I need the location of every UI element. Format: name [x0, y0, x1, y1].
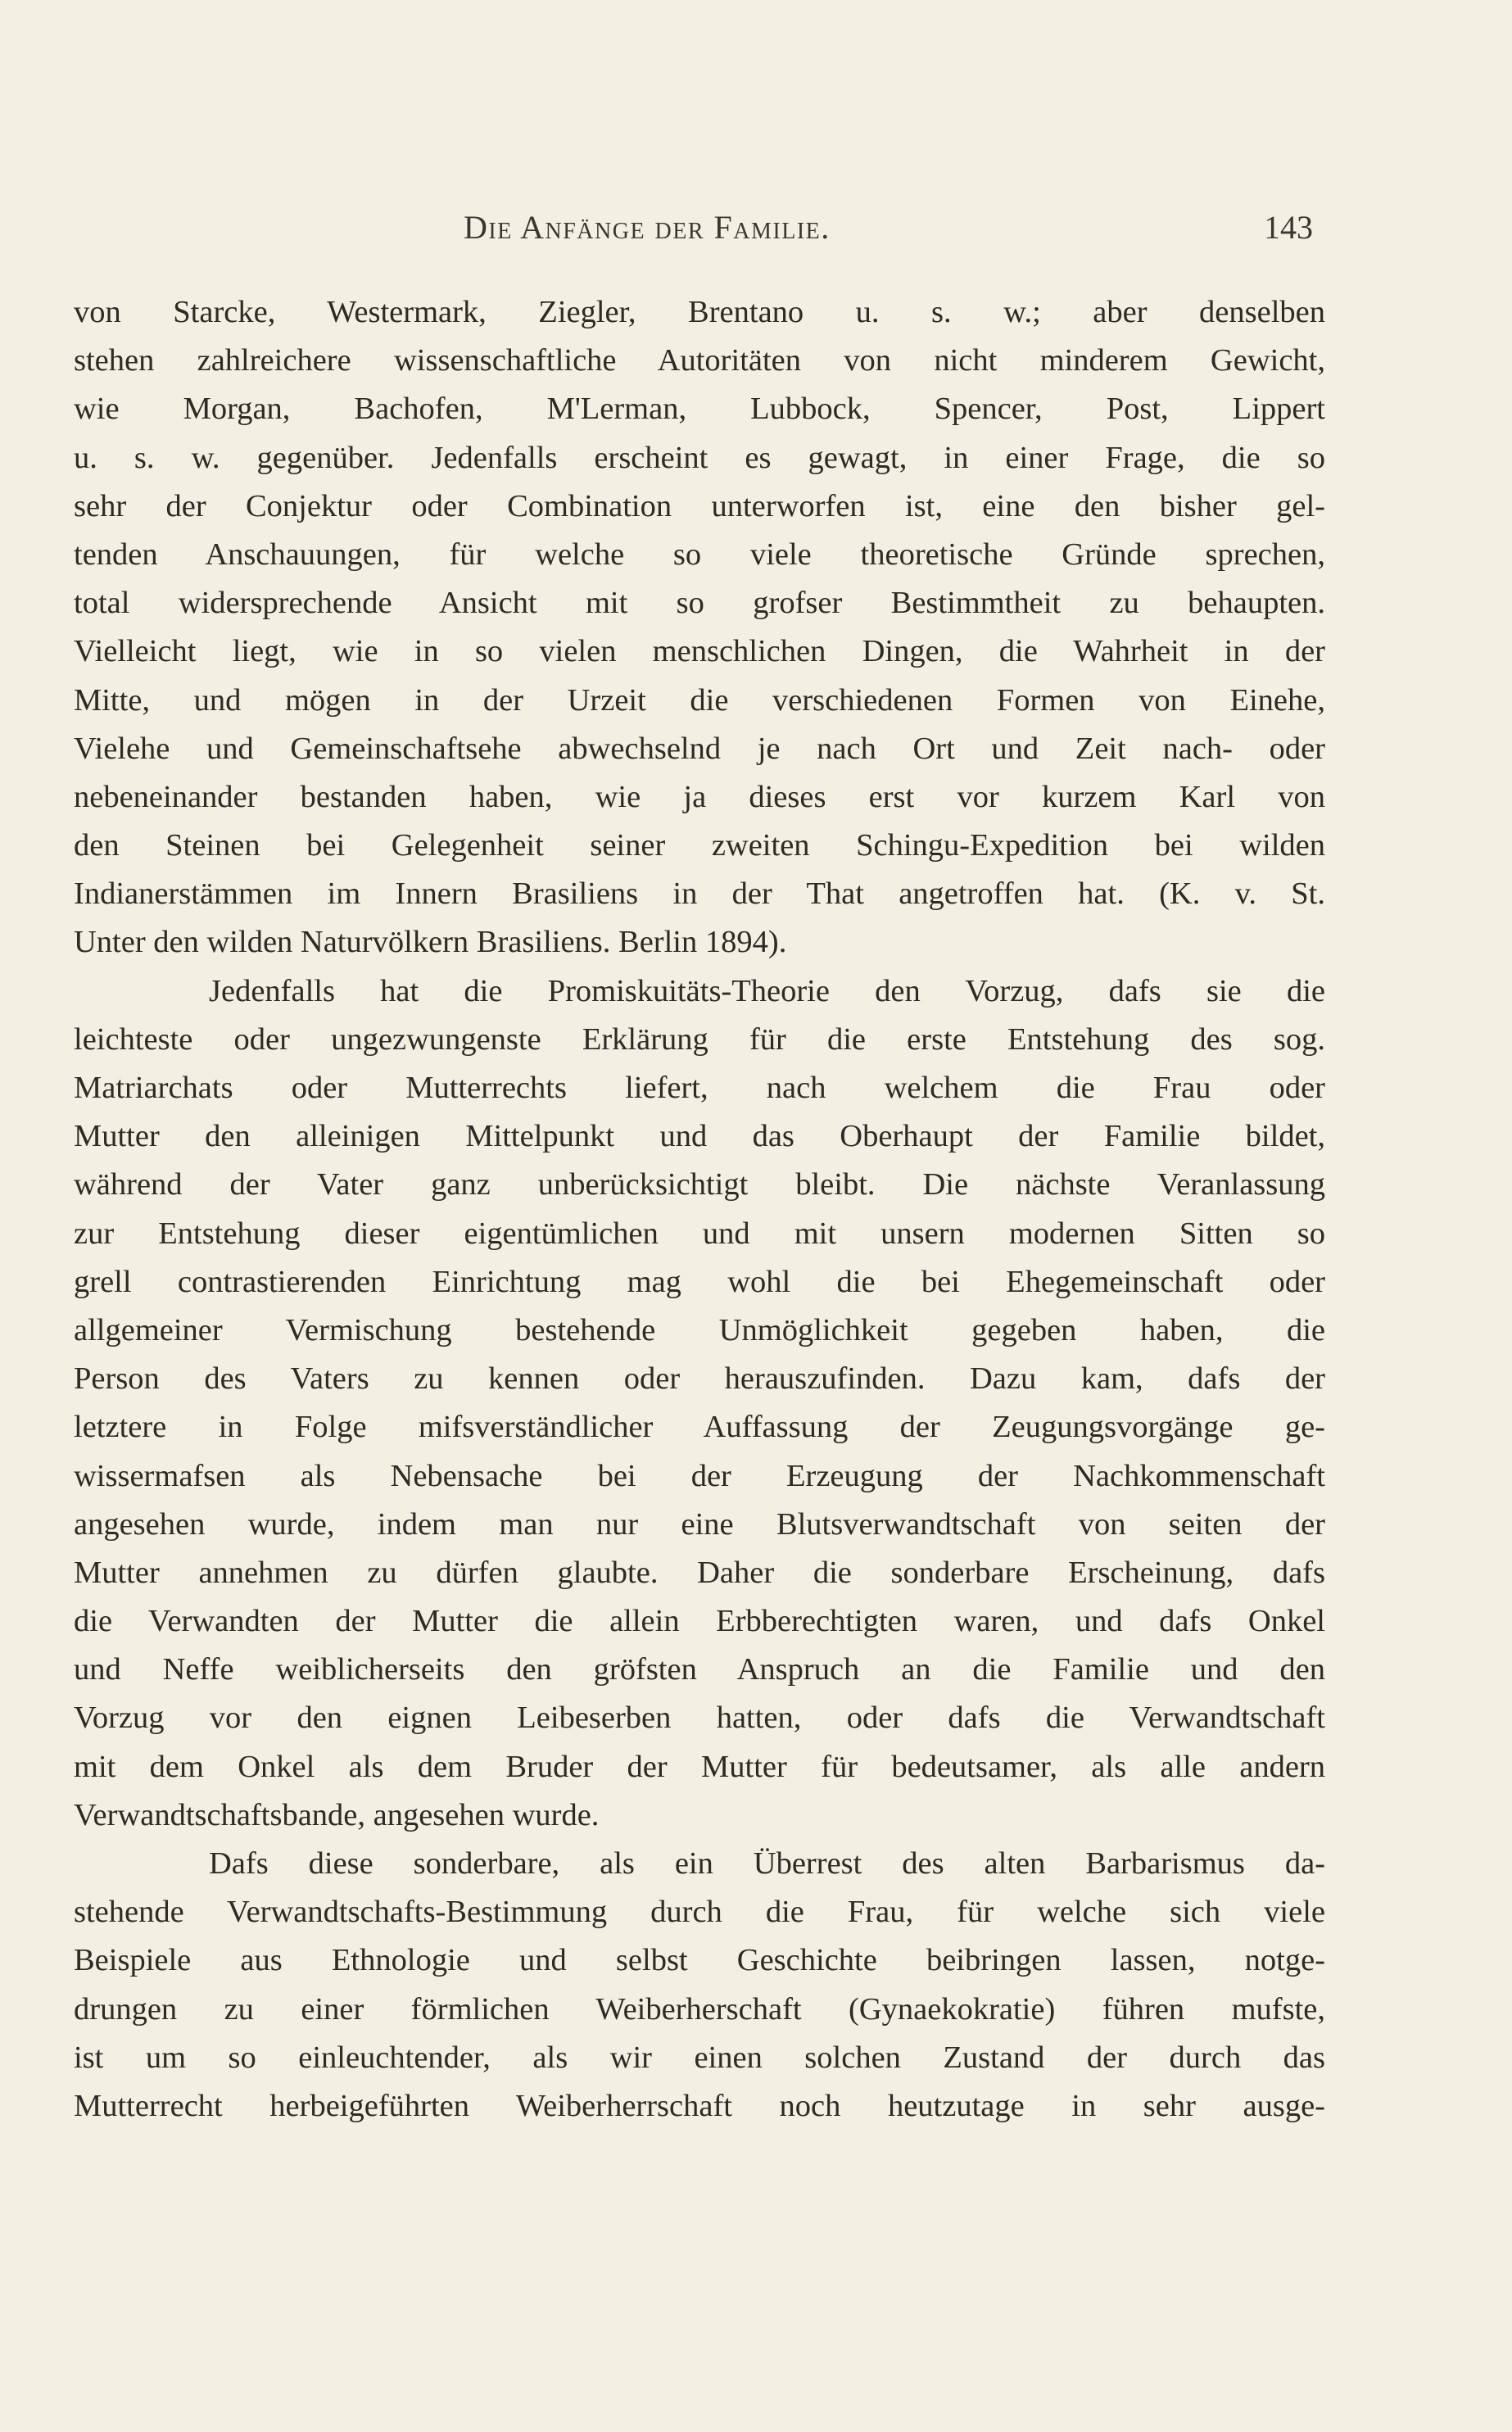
text-line: u. s. w. gegenüber. Jedenfalls erscheint es gewagt, in einer Frage, die so	[74, 440, 1325, 475]
text-line: während der Vater ganz unberücksichtigt bleibt. Die nächste Veranlassung	[74, 1167, 1325, 1202]
text-line: leichteste oder ungezwungenste Erklärung für die erste Entstehung des sog.	[74, 1021, 1325, 1057]
text-line: Indianerstämmen im Innern Brasiliens in der That angetroffen hat. (K. v. St.	[74, 876, 1325, 912]
text-line: wie Morgan, Bachofen, M'Lerman, Lubbock, Spencer, Post, Lippert	[74, 392, 1325, 427]
text-line: sehr der Conjektur oder Combination unterworfen ist, eine den bisher gel-	[74, 488, 1325, 523]
text-line: ist um so einleuchtender, als wir einen solchen Zustand der durch das	[74, 2040, 1325, 2075]
text-line: drungen zu einer förmlichen Weiberherschaft (Gynaekokratie) führen mufste,	[74, 1991, 1325, 2027]
text-line: stehende Verwandtschafts-Bestimmung durch die Frau, für welche sich viele	[74, 1895, 1325, 1930]
text-line: mit dem Onkel als dem Bruder der Mutter für bedeutsamer, als alle andern	[74, 1749, 1325, 1784]
text-line: angesehen wurde, indem man nur eine Blutsverwandtschaft von seiten der	[74, 1506, 1325, 1542]
text-line: Vielehe und Gemeinschaftsehe abwechselnd je nach Ort und Zeit nach- oder	[74, 731, 1325, 766]
text-line: Mutter annehmen zu dürfen glaubte. Daher die sonderbare Erscheinung, dafs	[74, 1555, 1325, 1590]
text-line: Mutter den alleinigen Mittelpunkt und das Oberhaupt der Familie bildet,	[74, 1119, 1325, 1154]
text-line: Beispiele aus Ethnologie und selbst Geschichte beibringen lassen, notge-	[74, 1943, 1325, 1978]
body-text	[74, 288, 1325, 2131]
paragraph-start-line: Jedenfalls hat die Promiskuitäts-Theorie den Vorzug, dafs sie die	[209, 973, 1325, 1008]
text-line: tenden Anschauungen, für welche so viele theoretische Gründe sprechen,	[74, 537, 1325, 572]
paragraph-end-line: Verwandtschaftsbande, angesehen wurde.	[74, 1797, 600, 1832]
chapter-title: Die Anfänge der Familie.	[464, 209, 831, 246]
text-line: den Steinen bei Gelegenheit seiner zweiten Schingu-Expedition bei wilden	[74, 828, 1325, 863]
text-line: die Verwandten der Mutter die allein Erbberechtigten waren, und dafs Onkel	[74, 1604, 1325, 1639]
text-line: letztere in Folge mifsverständlicher Auffassung der Zeugungsvorgänge ge-	[74, 1410, 1325, 1445]
page-number: 143	[1264, 209, 1313, 246]
running-head	[0, 208, 1512, 249]
text-line: Matriarchats oder Mutterrechts liefert, nach welchem die Frau oder	[74, 1071, 1325, 1105]
text-line: allgemeiner Vermischung bestehende Unmöglichkeit gegeben haben, die	[74, 1312, 1325, 1347]
text-line: Person des Vaters zu kennen oder herauszufinden. Dazu kam, dafs der	[74, 1361, 1325, 1397]
text-line: Mutterrecht herbeigeführten Weiberherrschaft noch heutzutage in sehr ausge-	[74, 2088, 1325, 2123]
text-line: zur Entstehung dieser eigentümlichen und mit unsern modernen Sitten so	[74, 1216, 1325, 1251]
text-line: grell contrastierenden Einrichtung mag wohl die bei Ehegemeinschaft oder	[74, 1264, 1325, 1299]
paragraph-start-line: Dafs diese sonderbare, als ein Überrest des alten Barbarismus da-	[209, 1846, 1325, 1881]
text-line: Mitte, und mögen in der Urzeit die verschiedenen Formen von Einehe,	[74, 682, 1325, 718]
text-line: nebeneinander bestanden haben, wie ja dieses erst vor kurzem Karl von	[74, 779, 1325, 814]
text-line: und Neffe weiblicherseits den gröfsten Anspruch an die Familie und den	[74, 1652, 1325, 1687]
text-line: stehen zahlreichere wissenschaftliche Autoritäten von nicht minderem Gewicht,	[74, 343, 1325, 378]
text-line: Vorzug vor den eignen Leibeserben hatten, oder dafs die Verwandtschaft	[74, 1701, 1325, 1736]
text-line: wissermafsen als Nebensache bei der Erzeugung der Nachkommenschaft	[74, 1458, 1325, 1493]
text-line: total widersprechende Ansicht mit so grofser Bestimmtheit zu behaupten.	[74, 586, 1325, 621]
paragraph-end-line: Unter den wilden Naturvölkern Brasiliens. Berlin 1894).	[74, 925, 787, 960]
text-line: von Starcke, Westermark, Ziegler, Brentano u. s. w.; aber denselben	[74, 295, 1325, 329]
text-line: Vielleicht liegt, wie in so vielen menschlichen Dingen, die Wahrheit in der	[74, 634, 1325, 669]
